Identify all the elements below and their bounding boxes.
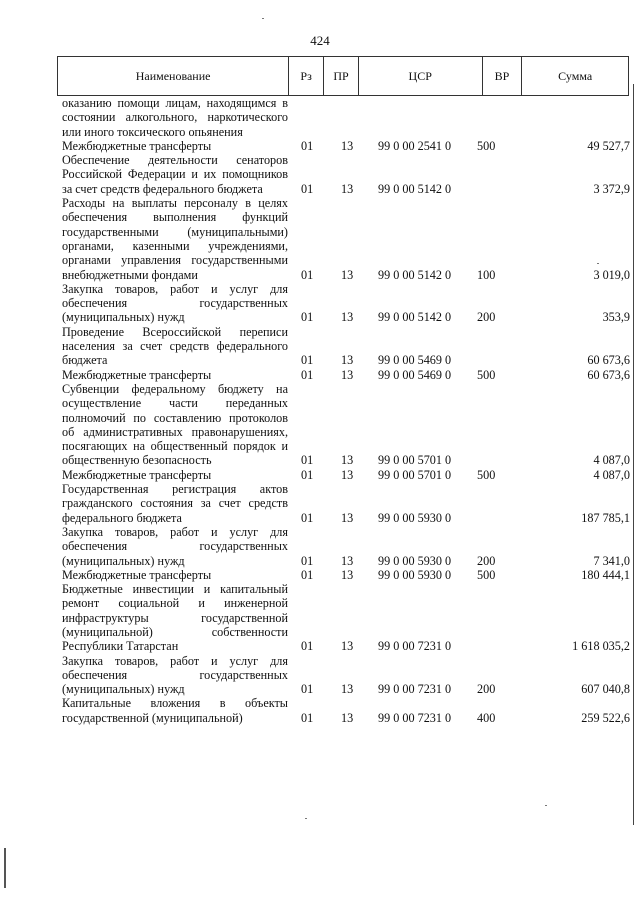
row-sum: 60 673,6 [587, 367, 630, 382]
row-csr: 99 0 00 5142 0 [378, 181, 452, 196]
row-pr: 13 [341, 138, 354, 153]
row-rz: 01 [301, 639, 314, 654]
page-right-border [633, 84, 634, 825]
column-header-name: Наименование [58, 57, 289, 95]
table-row [62, 368, 630, 382]
row-name: Закупка товаров, работ и услуг для обеспечения государственных (муниципальных) нужд [62, 524, 288, 568]
row-sum: 4 087,0 [593, 467, 630, 482]
row-csr: 99 0 00 7231 0 [378, 639, 452, 654]
row-name: Проведение Всероссийской переписи населения за счет средств федерального бюджета [62, 324, 288, 368]
row-csr: 99 0 00 5701 0 [378, 467, 452, 482]
row-csr: 99 0 00 7231 0 [378, 682, 452, 697]
row-pr: 13 [341, 710, 354, 725]
column-header-vr: ВР [483, 57, 523, 95]
row-vr: 200 [477, 553, 496, 568]
row-sum: 187 785,1 [581, 510, 630, 525]
row-csr: 99 0 00 5142 0 [378, 267, 452, 282]
table-body [62, 96, 630, 725]
row-name: Закупка товаров, работ и услуг для обеспечения государственных (муниципальных) нужд [62, 281, 288, 325]
table-row [62, 525, 630, 568]
row-pr: 13 [341, 467, 354, 482]
row-rz: 01 [301, 267, 314, 282]
row-sum: 3 372,9 [593, 181, 630, 196]
row-pr: 13 [341, 682, 354, 697]
row-sum: 3 019,0 [593, 267, 630, 282]
row-csr: 99 0 00 5930 0 [378, 510, 452, 525]
row-rz: 01 [301, 181, 314, 196]
row-sum: 180 444,1 [581, 567, 630, 582]
row-rz: 01 [301, 453, 314, 468]
row-sum: 7 341,0 [593, 553, 630, 568]
row-rz: 01 [301, 710, 314, 725]
row-vr: 500 [477, 567, 496, 582]
row-csr: 99 0 00 5930 0 [378, 567, 452, 582]
row-pr: 13 [341, 267, 354, 282]
row-name: Расходы на выплаты персоналу в целях обеспечения выполнения функций государственными (муниципальными) органами, казенными учреждениями, органами управления государственными внебюджетными фондами [62, 196, 288, 282]
row-pr: 13 [341, 310, 354, 325]
row-name: Закупка товаров, работ и услуг для обеспечения государственных (муниципальных) нужд [62, 653, 288, 697]
row-name: Межбюджетные трансферты [62, 367, 212, 382]
row-vr: 500 [477, 367, 496, 382]
row-csr: 99 0 00 5930 0 [378, 553, 452, 568]
column-header-sum: Сумма [558, 68, 593, 83]
row-rz: 01 [301, 367, 314, 382]
row-sum: 49 527,7 [587, 138, 630, 153]
row-rz: 01 [301, 467, 314, 482]
row-name: Межбюджетные трансферты [62, 567, 212, 582]
scan-speck [262, 18, 264, 19]
row-rz: 01 [301, 567, 314, 582]
row-name: оказанию помощи лицам, находящимся в состоянии алкогольного, наркотического или иного токсического опьянения [62, 96, 288, 139]
table-row [62, 568, 630, 582]
row-sum: 353,9 [602, 310, 630, 325]
row-pr: 13 [341, 639, 354, 654]
row-rz: 01 [301, 682, 314, 697]
row-sum: 1 618 035,2 [572, 639, 630, 654]
row-sum: 60 673,6 [587, 353, 630, 368]
page-number: 424 [310, 33, 330, 48]
row-pr: 13 [341, 353, 354, 368]
row-vr: 100 [477, 267, 496, 282]
table-row [62, 196, 630, 282]
row-rz: 01 [301, 353, 314, 368]
column-header-csr: ЦСР [359, 57, 483, 95]
row-vr: 200 [477, 682, 496, 697]
table-header [57, 56, 629, 96]
table-row [62, 468, 630, 482]
table-row [62, 654, 630, 697]
table-row [62, 325, 630, 368]
row-name: Межбюджетные трансферты [62, 138, 212, 153]
row-name: Субвенции федеральному бюджету на осуществление части переданных полномочий по составлению протоколов об административных правонарушениях, посягающих на общественный порядок и общественную безопасность [62, 381, 288, 468]
table-row [62, 482, 630, 525]
row-sum: 259 522,6 [581, 710, 630, 725]
row-csr: 99 0 00 5469 0 [378, 353, 452, 368]
row-csr: 99 0 00 2541 0 [378, 138, 452, 153]
row-vr: 400 [477, 710, 496, 725]
column-header-pr: ПР [324, 57, 359, 95]
row-pr: 13 [341, 553, 354, 568]
scan-speck [545, 805, 547, 806]
row-vr: 500 [477, 138, 496, 153]
table-row [62, 382, 630, 468]
table-row [62, 582, 630, 653]
row-pr: 13 [341, 567, 354, 582]
row-vr: 500 [477, 467, 496, 482]
row-sum: 4 087,0 [593, 453, 630, 468]
row-sum: 607 040,8 [581, 682, 630, 697]
row-csr: 99 0 00 5469 0 [378, 367, 452, 382]
table-row [62, 96, 630, 139]
table-row [62, 153, 630, 196]
row-name: Бюджетные инвестиции и капитальный ремонт социальной и инженерной инфраструктуры государственной (муниципальной) собственности Республики Татарстан [62, 582, 288, 654]
row-rz: 01 [301, 510, 314, 525]
row-pr: 13 [341, 367, 354, 382]
row-name: Государственная регистрация актов гражданского состояния за счет средств федерального бюджета [62, 482, 288, 525]
row-pr: 13 [341, 181, 354, 196]
row-vr: 200 [477, 310, 496, 325]
table-row [62, 696, 630, 725]
row-pr: 13 [341, 510, 354, 525]
row-rz: 01 [301, 138, 314, 153]
row-csr: 99 0 00 7231 0 [378, 710, 452, 725]
row-name: Обеспечение деятельности сенаторов Российской Федерации и их помощников за счет средств федерального бюджета [62, 153, 288, 196]
row-rz: 01 [301, 310, 314, 325]
table-row [62, 282, 630, 325]
scan-edge-mark [4, 848, 6, 888]
row-csr: 99 0 00 5701 0 [378, 453, 452, 468]
column-header-rz: Рз [289, 57, 324, 95]
row-rz: 01 [301, 553, 314, 568]
row-pr: 13 [341, 453, 354, 468]
row-name: Капитальные вложения в объекты государственной (муниципальной) [62, 696, 288, 725]
scan-speck [305, 818, 307, 819]
row-name: Межбюджетные трансферты [62, 467, 212, 482]
row-csr: 99 0 00 5142 0 [378, 310, 452, 325]
table-row [62, 139, 630, 153]
